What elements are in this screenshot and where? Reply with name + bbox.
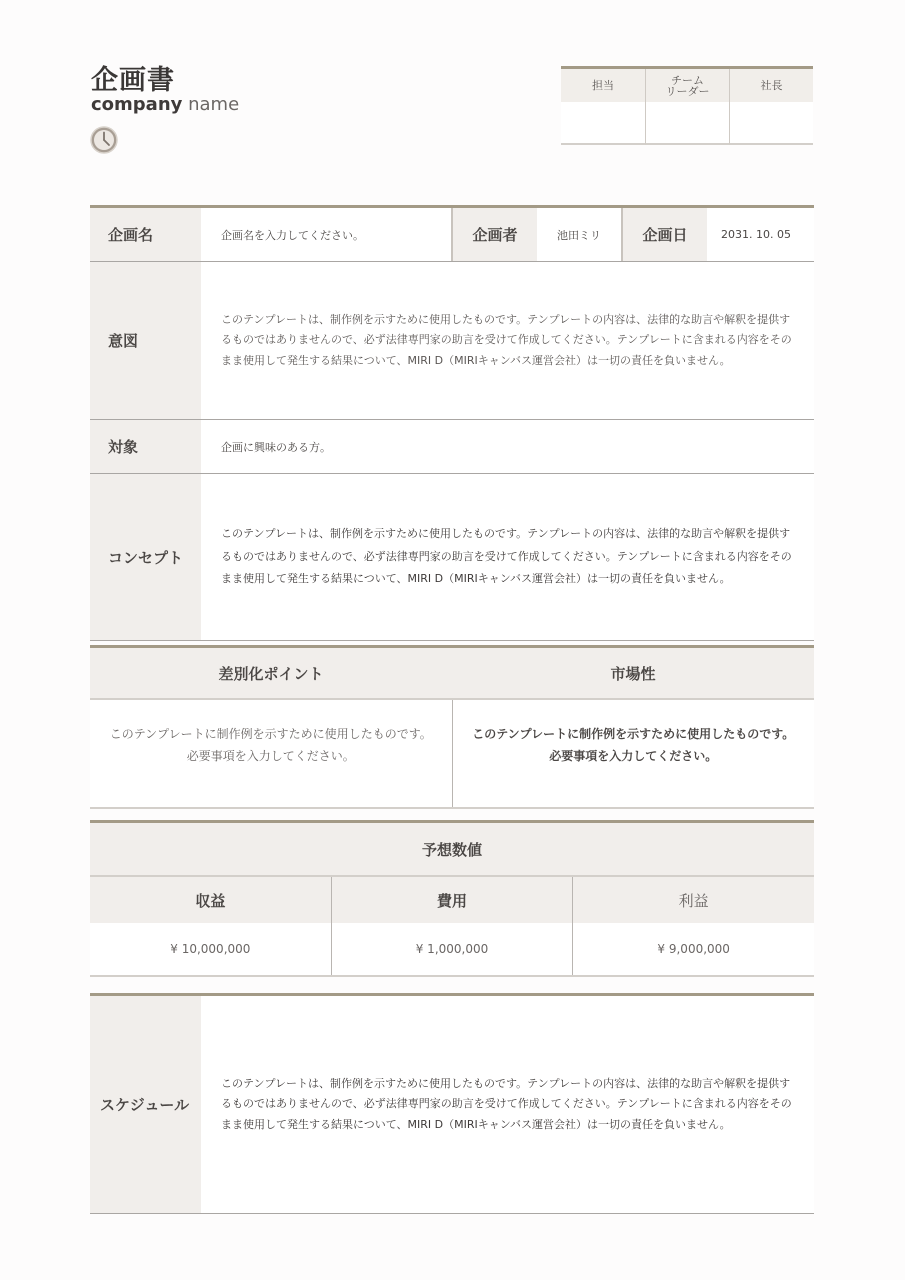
stamp-cell-president[interactable] [729, 102, 813, 145]
target-text[interactable]: 企画に興味のある方。 [201, 420, 814, 473]
marketability-header: 市場性 [610, 664, 656, 683]
marketability-text[interactable] [452, 700, 815, 807]
differentiation-line2: 必要事項を入力してください。 [186, 748, 355, 763]
revenue-value[interactable]: ¥ 10,000,000 [170, 942, 251, 956]
cost-header: 費用 [331, 877, 573, 923]
schedule-row [90, 996, 814, 1214]
plan-name-value[interactable]: 企画名を入力してください。 [201, 208, 451, 261]
differentiation-header: 差別化ポイント [218, 664, 324, 683]
schedule-table [90, 993, 814, 1214]
approval-header-staff: 担当 [561, 69, 645, 102]
concept-text[interactable]: このテンプレートは、制作例を示すために使用したものです。テンプレートの内容は、法律的な助言や解釈を提供するものではありませんので、必ず法律専門家の助言を受けて作成してください。テンプレートに含まれる内容をそのまま使用して発生する結果について、MIRI D（MIRIキャンバス運営会社）は一切の責任を負いません。 [201, 474, 814, 640]
intent-row [90, 262, 814, 420]
plan-info-row [90, 208, 814, 262]
points-table [90, 645, 814, 809]
intent-text[interactable]: このテンプレートは、制作例を示すために使用したものです。テンプレートの内容は、法律的な助言や解釈を提供するものではありませんので、必ず法律専門家の助言を受けて作成してください。テンプレートに含まれる内容をそのまま使用して発生する結果について、MIRI D（MIRIキャンバス運営会社）は一切の責任を負いません。 [201, 262, 814, 419]
forecast-table [90, 820, 814, 977]
company-name-bold: company [91, 94, 183, 115]
differentiation-text[interactable] [90, 700, 452, 807]
target-row [90, 420, 814, 474]
plan-date-label: 企画日 [621, 208, 707, 261]
concept-row [90, 474, 814, 641]
differentiation-line1: このテンプレートに制作例を示すために使用したものです。 [109, 726, 432, 741]
plan-date-value[interactable]: 2031. 10. 05 [707, 208, 814, 261]
target-label: 対象 [90, 420, 201, 473]
team-leader-line1: チーム [671, 73, 704, 87]
schedule-label: スケジュール [90, 996, 201, 1213]
team-leader-line2: リーダー [665, 84, 710, 98]
forecast-value-row [90, 923, 814, 977]
approval-header-team-leader [645, 69, 729, 102]
marketability-line1: このテンプレートに制作例を示すために使用したものです。 [472, 726, 795, 741]
plan-name-label: 企画名 [90, 208, 201, 261]
approval-header-president: 社長 [729, 69, 813, 102]
schedule-text[interactable]: このテンプレートは、制作例を示すために使用したものです。テンプレートの内容は、法律的な助言や解釈を提供するものではありませんので、必ず法律専門家の助言を受けて作成してください。テンプレートに含まれる内容をそのまま使用して発生する結果について、MIRI D（MIRIキャンバス運営会社）は一切の責任を負いません。 [201, 996, 814, 1213]
stamp-cell-team-leader[interactable] [645, 102, 729, 145]
planner-label: 企画者 [451, 208, 537, 261]
plan-info-table [90, 205, 814, 641]
cost-value[interactable]: ¥ 1,000,000 [331, 923, 573, 975]
document-title: 企画書 [91, 65, 175, 96]
stamp-cell-staff[interactable] [561, 102, 645, 145]
forecast-header-row [90, 877, 814, 923]
intent-label: 意図 [90, 262, 201, 419]
marketability-line2: 必要事項を入力してください。 [549, 748, 718, 763]
forecast-title: 予想数値 [90, 823, 814, 877]
revenue-header: 収益 [195, 891, 226, 910]
planner-value[interactable]: 池田ミリ [537, 208, 621, 261]
points-header-row [90, 648, 814, 700]
profit-value[interactable]: ¥ 9,000,000 [572, 923, 814, 975]
approval-stamp-box [561, 66, 813, 145]
concept-label: コンセプト [90, 474, 201, 640]
profit-header: 利益 [572, 877, 814, 923]
company-name-light: name [182, 94, 240, 115]
clock-icon [90, 126, 118, 154]
points-body-row [90, 700, 814, 809]
company-name [91, 94, 239, 116]
